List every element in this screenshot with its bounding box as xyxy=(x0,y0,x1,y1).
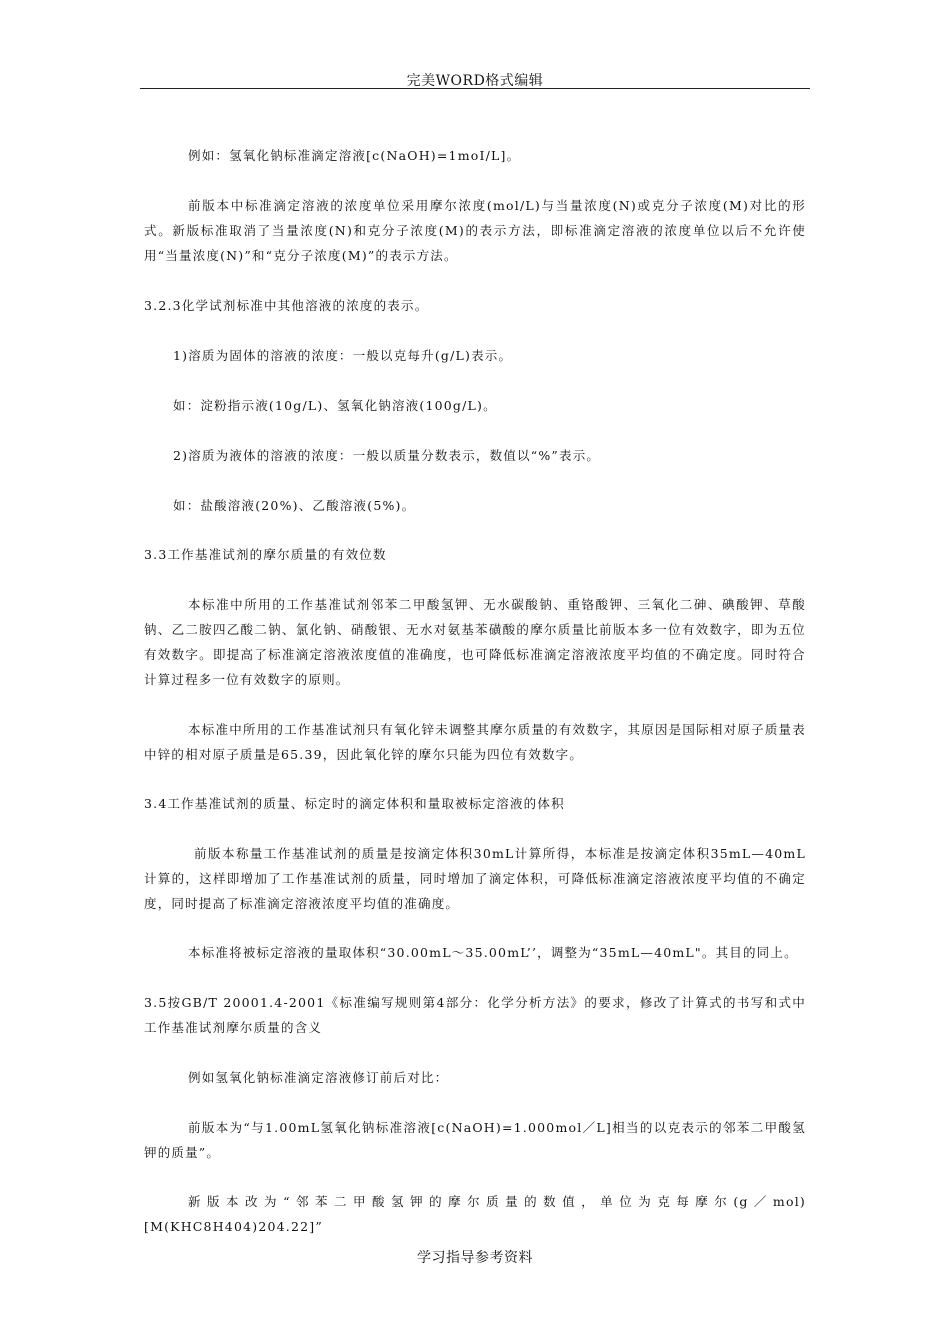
section-heading-3-2-3: 3.2.3化学试剂标准中其他溶液的浓度的表示。 xyxy=(144,298,429,313)
paragraph-volume-adjust: 本标准将被标定溶液的量取体积“30.00mL～35.00mL’’，调整为“35mL—40mL"。其目的同上。 xyxy=(188,945,798,960)
section-heading-3-5: 3.5按GB/T 20001.4-2001《标准编写规则第4部分：化学分析方法》的要求，修改了计算式的书写和式中工作基准试剂摩尔质量的含义 xyxy=(144,995,806,1035)
paragraph-zinc-oxide: 本标准中所用的工作基准试剂只有氧化锌未调整其摩尔质量的有效数字，其原因是国际相对原子质量表中锌的相对原子质量是65.39，因此氧化锌的摩尔只能为四位有效数字。 xyxy=(144,722,806,762)
page-footer: 学习指导参考资料 xyxy=(417,1250,533,1266)
paragraph-example-naoh: 例如：氢氧化钠标准滴定溶液[c(NaOH)=1moI/L]。 xyxy=(188,148,521,163)
paragraph-new-version: 新版本改为“邻苯二甲酸氢钾的摩尔质量的数值，单位为克每摩尔(g／mol)[M(KHC8H404)204.22]” xyxy=(144,1194,806,1234)
section-heading-3-3: 3.3工作基准试剂的摩尔质量的有效位数 xyxy=(144,547,387,562)
paragraph-comparison-intro: 例如氢氧化钠标准滴定溶液修订前后对比： xyxy=(188,1070,449,1085)
paragraph-molar-mass-digits: 本标准中所用的工作基准试剂邻苯二甲酸氢钾、无水碳酸钠、重铬酸钾、三氧化二砷、碘酸钾、草酸钠、乙二胺四乙酸二钠、氯化钠、硝酸银、无水对氨基苯磺酸的摩尔质量比前版本多一位有效数字，即为五位有效数字。即提高了标准滴定溶液浓度值的准确度，也可降低标准滴定溶液浓度平均值的不确定度。同时符合计算过程多一位有效数字的原则。 xyxy=(144,597,806,687)
paragraph-old-version: 前版本为“与1.00mL氢氧化钠标准溶液[c(NaOH)=1.000mol／L]相当的以克表示的邻苯二甲酸氢钾的质量”。 xyxy=(144,1120,806,1160)
paragraph-titration-volume: 前版本称量工作基准试剂的质量是按滴定体积30mL计算所得，本标准是按滴定体积35mL—40mL计算的，这样即增加了工作基准试剂的质量，同时增加了滴定体积，可降低标准滴定溶液浓度平均值的不确定度，同时提高了标准滴定溶液浓度平均值的准确度。 xyxy=(144,846,806,911)
paragraph-liquid-solute: 2)溶质为液体的溶液的浓度：一般以质量分数表示，数值以“%”表示。 xyxy=(173,448,601,463)
paragraph-solid-solute: 1)溶质为固体的溶液的浓度：一般以克每升(g/L)表示。 xyxy=(173,348,513,363)
paragraph-old-units: 前版本中标准滴定溶液的浓度单位采用摩尔浓度(mol/L)与当量浓度(N)或克分子浓度(M)对比的形式。新版标准取消了当量浓度(N)和克分子浓度(M)的表示方法，即标准滴定溶液的浓度单位以后不允许使用“当量浓度(N)”和“克分子浓度(M)”的表示方法。 xyxy=(144,198,806,263)
header-rule xyxy=(140,88,810,89)
paragraph-solid-example: 如：淀粉指示液(10g/L)、氢氧化钠溶液(100g/L)。 xyxy=(173,398,497,413)
section-heading-3-4: 3.4工作基准试剂的质量、标定时的滴定体积和量取被标定溶液的体积 xyxy=(144,796,565,811)
paragraph-liquid-example: 如：盐酸溶液(20%)、乙酸溶液(5%)。 xyxy=(173,498,416,513)
page-header: 完美WORD格式编辑 xyxy=(406,73,544,89)
